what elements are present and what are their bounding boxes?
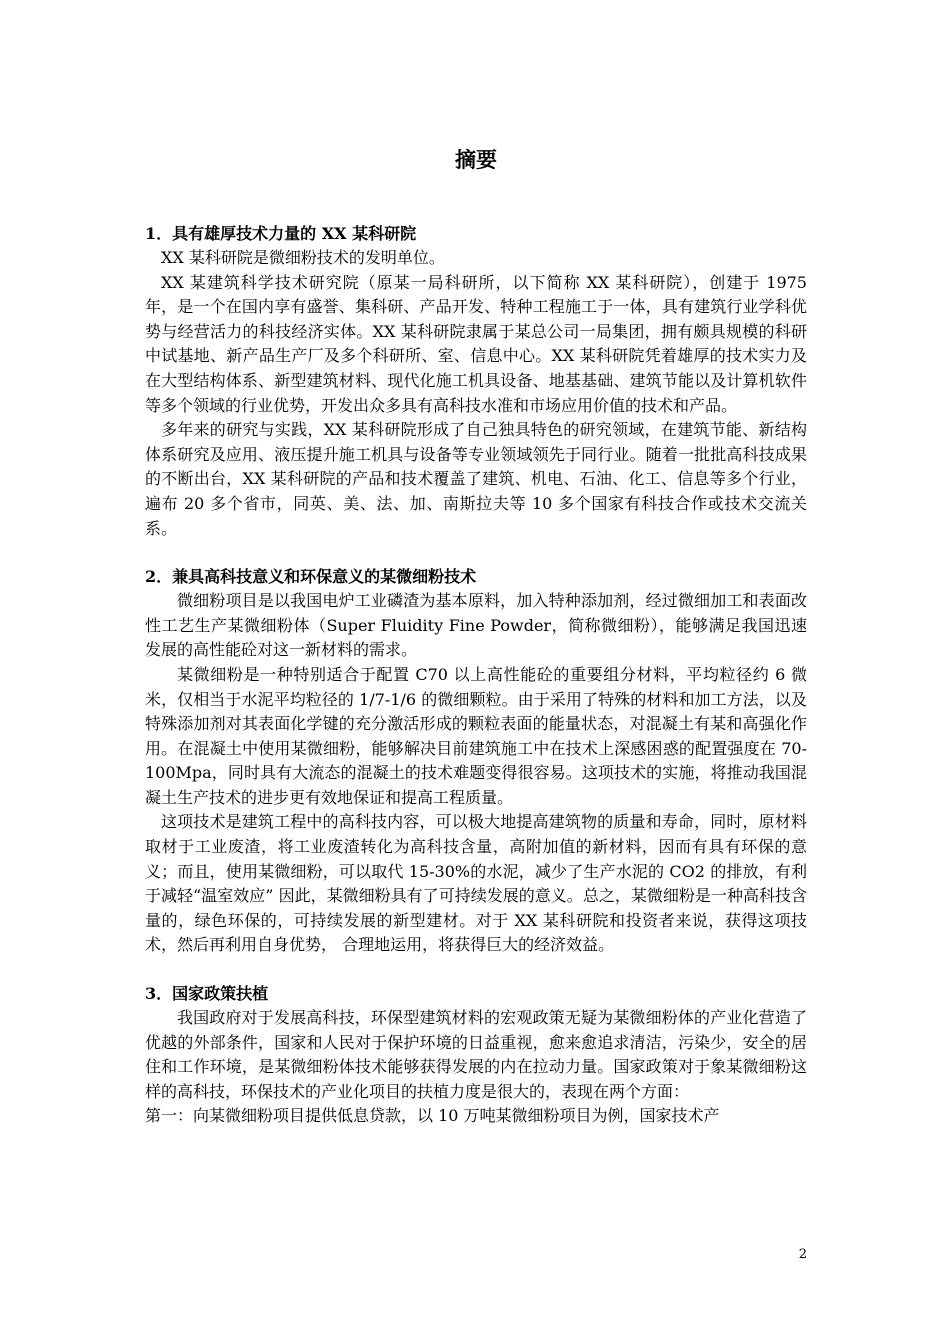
section-heading-3: 3．国家政策扶植 [145,984,269,1004]
paragraph: 第一：向某微细粉项目提供低息贷款，以 10 万吨某微细粉项目为例，国家技术产 [145,1106,720,1126]
paragraph: 微细粉项目是以我国电炉工业磷渣为基本原料，加入特种添加剂，经过微细加工和表面改性工艺生产某微细粉体（Super Fluidity Fine Powder，简称微细粉），能够满足我国迅速发展的高性能砼对这一新材料的需求。 [145,591,807,660]
paragraph: XX 某科研院是微细粉技术的发明单位。 [161,248,445,267]
page-number: 2 [798,1247,807,1262]
paragraph: 这项技术是建筑工程中的高科技内容，可以极大地提高建筑物的质量和寿命，同时，原材料取材于工业废渣，将工业废渣转化为高科技含量，高附加值的新材料，因而有具有环保的意义；而且，使用某微细粉，可以取代 15-30%的水泥，减少了生产水泥的 CO2 的排放，有利于减轻“温室效应” 因此，某微细粉具有了可持续发展的意义。总之，某微细粉是一种高科技含量的，绿色环保的，可持续发展的新型建材。对于 XX 某科研院和投资者来说，获得这项技术，然后再利用自身优势， 合理地运用，将获得巨大的经济效益。 [145,812,807,955]
section-heading-2: 2．兼具高科技意义和环保意义的某微细粉技术 [145,567,477,587]
page-title: 摘要 [455,147,497,172]
section-heading-1: 1．具有雄厚技术力量的 XX 某科研院 [145,224,417,243]
paragraph: 我国政府对于发展高科技，环保型建筑材料的宏观政策无疑为某微细粉体的产业化营造了优越的外部条件，国家和人民对于保护环境的日益重视，愈来愈追求清洁，污染少，安全的居住和工作环境，是某微细粉体技术能够获得发展的内在拉动力量。国家政策对于象某微细粉这样的高科技，环保技术的产业化项目的扶植力度是很大的，表现在两个方面： [145,1008,807,1101]
document-body [145,140,807,1129]
paragraph: XX 某建筑科学技术研究院（原某一局科研所，以下简称 XX 某科研院），创建于 1975 年，是一个在国内享有盛誉、集科研、产品开发、特种工程施工于一体，具有建筑行业学科优势与经营活力的科技经济实体。XX 某科研院隶属于某总公司一局集团，拥有颇具规模的科研中试基地、新产品生产厂及多个科研所、室、信息中心。XX 某科研院凭着雄厚的技术实力及在大型结构体系、新型建筑材料、现代化施工机具设备、地基基础、建筑节能以及计算机软件等多个领域的行业优势，开发出众多具有高科技水准和市场应用价值的技术和产品。 [145,272,807,415]
paragraph: 多年来的研究与实践，XX 某科研院形成了自己独具特色的研究领域，在建筑节能、新结构体系研究及应用、液压提升施工机具与设备等专业领域领先于同行业。随着一批批高科技成果的不断出台，XX 某科研院的产品和技术覆盖了建筑、机电、石油、化工、信息等多个行业，遍布 20 多个省市，同英、美、法、加、南斯拉夫等 10 多个国家有科技合作或技术交流关系。 [145,420,807,538]
paragraph: 某微细粉是一种特别适合于配置 C70 以上高性能砼的重要组分材料，平均粒径约 6 微米，仅相当于水泥平均粒径的 1/7-1/6 的微细颗粒。由于采用了特殊的材料和加工方法，以及特殊添加剂对其表面化学键的充分激活形成的颗粒表面的能量状态，对混凝土有某和高强化作用。在混凝土中使用某微细粉，能够解决目前建筑施工中在技术上深感困惑的配置强度在 70-100Mpa，同时具有大流态的混凝土的技术难题变得很容易。这项技术的实施，将推动我国混凝土生产技术的进步更有效地保证和提高工程质量。 [145,664,807,807]
